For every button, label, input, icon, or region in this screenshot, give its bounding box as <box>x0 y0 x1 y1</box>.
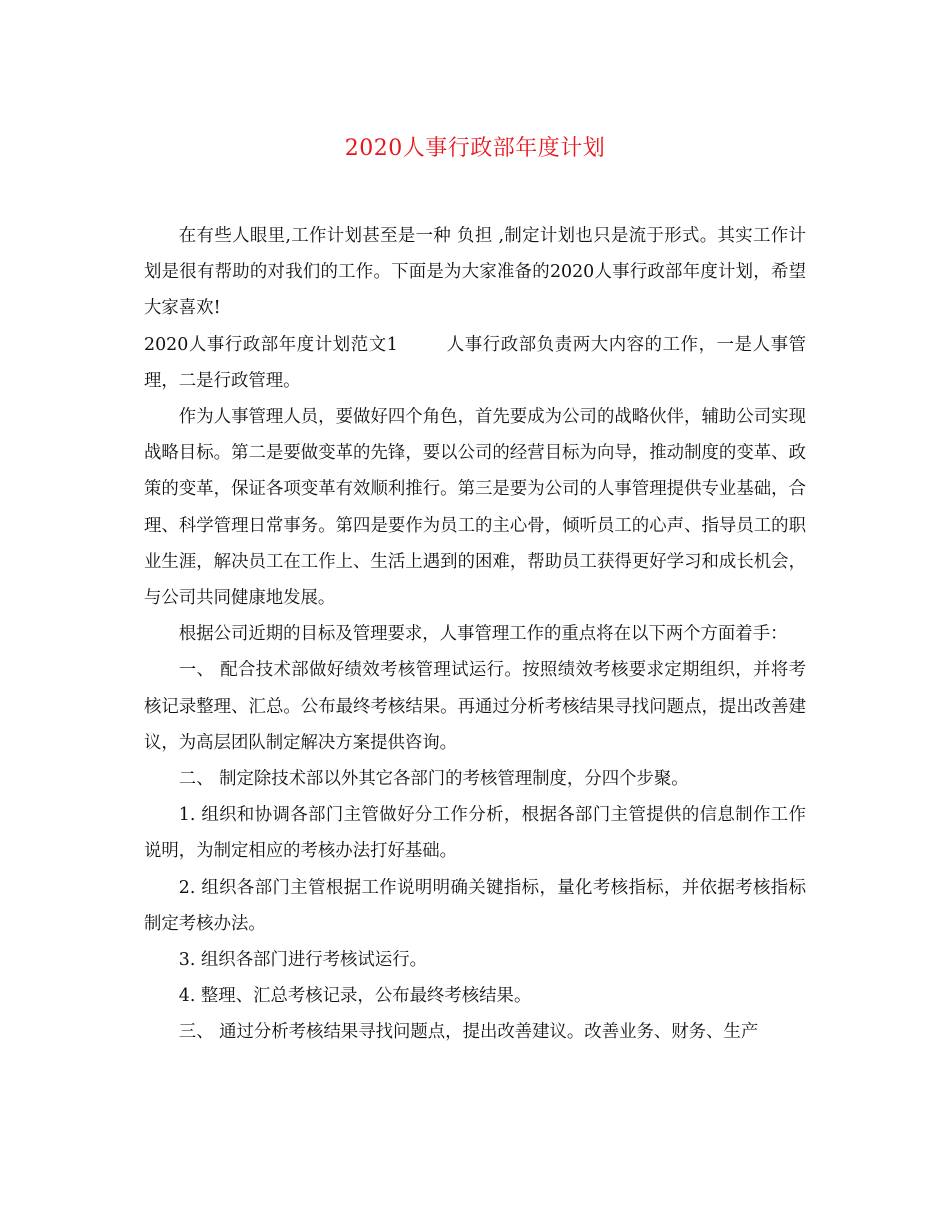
paragraph-roles: 作为人事管理人员，要做好四个角色，首先要成为公司的战略伙伴，辅助公司实现战略目标。第二是要做变革的先锋，要以公司的经营目标为向导，推动制度的变革、政策的变革，保证各项变革有效顺利推行。第三是要为公司的人事管理提供专业基础，合理、科学管理日常事务。第四是要作为员工的主心骨，倾听员工的心声、指导员工的职业生涯，解决员工在工作上、生活上遇到的困难，帮助员工获得更好学习和成长机会，与公司共同健康地发展。 <box>144 407 806 609</box>
paragraph-step-2: 2. 组织各部门主管根据工作说明明确关键指标，量化考核指标，并依据考核指标制定考核办法。 <box>144 877 806 934</box>
paragraph-step-4: 4. 整理、汇总考核记录，公布最终考核结果。 <box>178 986 532 1007</box>
paragraph-item-three: 三、 通过分析考核结果寻找问题点，提出改善建议。改善业务、财务、生产 <box>178 1022 759 1043</box>
paragraph-step-1: 1. 组织和协调各部门主管做好分工作分析，根据各部门主管提供的信息制作工作说明，为制定相应的考核办法打好基础。 <box>144 805 806 862</box>
document-title: 2020人事行政部年度计划 <box>344 136 606 161</box>
paragraph-focus: 根据公司近期的目标及管理要求，人事管理工作的重点将在以下两个方面着手： <box>178 624 788 645</box>
paragraph-item-one: 一、 配合技术部做好绩效考核管理试运行。按照绩效考核要求定期组织，并将考核记录整理、汇总。公布最终考核结果。再通过分析考核结果寻找问题点，提出改善建议，为高层团队制定解决方案提供咨询。 <box>144 660 806 753</box>
paragraph-intro: 在有些人眼里,工作计划甚至是一种 负担 ,制定计划也只是流于形式。其实工作计划是很有帮助的对我们的工作。下面是为大家准备的2020人事行政部年度计划，希望大家喜欢! <box>144 226 806 319</box>
document-body <box>144 218 806 1051</box>
paragraph-step-3: 3. 组织各部门进行考核试运行。 <box>178 950 427 971</box>
paragraph-item-two: 二、 制定除技术部以外其它各部门的考核管理制度，分四个步聚。 <box>178 769 689 790</box>
paragraph-section-heading: 2020人事行政部年度计划范文1 人事行政部负责两大内容的工作，一是人事管理，二是行政管理。 <box>144 334 806 391</box>
